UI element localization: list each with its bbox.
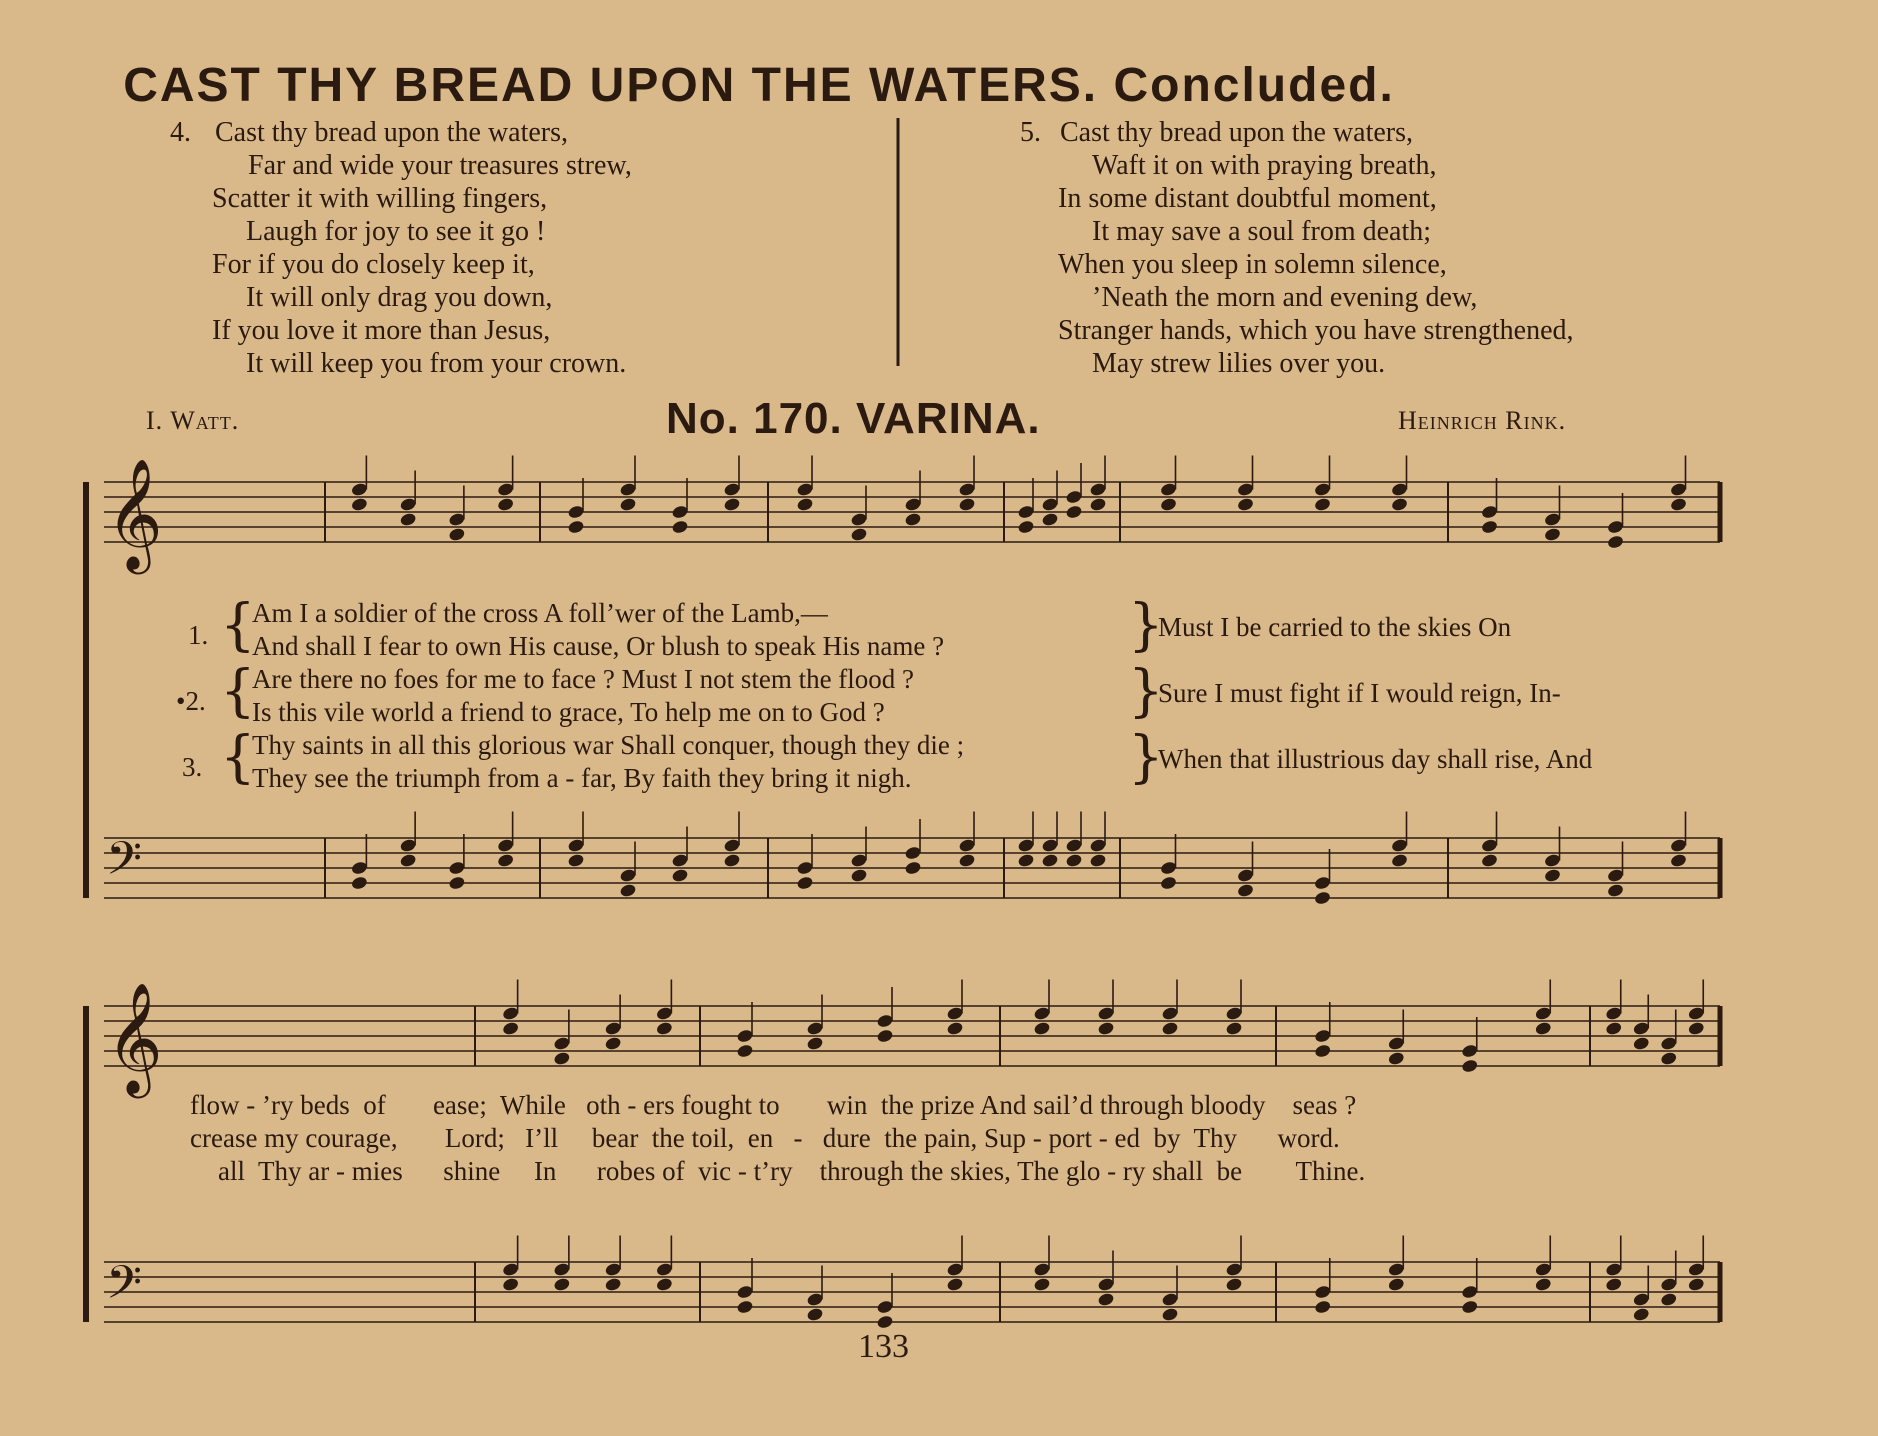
bass-clef-icon: 𝄢 xyxy=(106,832,143,897)
note xyxy=(1097,1021,1115,1036)
note xyxy=(1387,1051,1405,1066)
verse-line: If you love it more than Jesus, xyxy=(212,315,551,346)
note xyxy=(1481,853,1499,868)
note xyxy=(946,1277,964,1292)
note xyxy=(1387,1277,1405,1292)
note xyxy=(350,497,368,512)
refrain-line: When that illustrious day shall rise, And xyxy=(1158,744,1593,774)
note xyxy=(1632,1307,1650,1322)
note xyxy=(567,519,585,534)
verse-line: Far and wide your treasures strew, xyxy=(248,150,632,181)
brace-right: } xyxy=(1128,659,1164,724)
lyric-line: They see the triumph from a - far, By faith they bring it nigh. xyxy=(252,763,912,793)
note xyxy=(655,1021,673,1036)
verse-line: May strew lilies over you. xyxy=(1092,348,1386,379)
note xyxy=(1033,1277,1051,1292)
note xyxy=(1314,1043,1332,1058)
note xyxy=(806,1036,824,1051)
note xyxy=(1160,497,1178,512)
brace-right: } xyxy=(1128,593,1164,658)
author-credit: I. Watt. xyxy=(146,406,240,435)
note xyxy=(399,853,417,868)
lyric-line: crease my courage, Lord; I’ll bear the toil, en - dure the pain, Sup - port - ed by Thy word. xyxy=(190,1123,1340,1153)
lyric-line: Are there no foes for me to face ? Must I not stem the flood ? xyxy=(252,664,915,694)
note xyxy=(850,868,868,883)
note xyxy=(1237,883,1255,898)
note xyxy=(1089,853,1107,868)
note xyxy=(1607,883,1625,898)
note xyxy=(736,1043,754,1058)
verse-line: It may save a soul from death; xyxy=(1092,216,1432,247)
verse-line: It will only drag you down, xyxy=(246,282,553,313)
note xyxy=(1161,1021,1179,1036)
brace-left: { xyxy=(220,659,256,724)
note xyxy=(1017,519,1035,534)
note xyxy=(1534,1277,1552,1292)
note xyxy=(1461,1058,1479,1073)
stanza-number: •2. xyxy=(176,686,206,716)
note xyxy=(1670,853,1688,868)
note xyxy=(1670,497,1688,512)
treble-clef-icon: 𝄞 xyxy=(106,457,163,570)
refrain-line: Must I be carried to the skies On xyxy=(1158,612,1512,642)
note xyxy=(619,883,637,898)
note xyxy=(1632,1036,1650,1051)
verse-line: It will keep you from your crown. xyxy=(246,348,627,379)
note xyxy=(1065,853,1083,868)
verse-line: Cast thy bread upon the waters, xyxy=(1060,117,1414,148)
lyric-line: flow - ’ry beds of ease; While oth - ers fought to win the prize And sail’d through bloody seas ? xyxy=(190,1090,1357,1120)
note xyxy=(1605,1277,1623,1292)
note xyxy=(497,497,515,512)
note xyxy=(350,875,368,890)
note xyxy=(553,1051,571,1066)
note xyxy=(1391,853,1409,868)
note xyxy=(1607,534,1625,549)
note xyxy=(1065,504,1083,519)
note xyxy=(946,1021,964,1036)
note xyxy=(1687,1021,1705,1036)
verse-line: Cast thy bread upon the waters, xyxy=(215,117,569,148)
verse-line: Laugh for joy to see it go ! xyxy=(246,216,546,247)
verse-line: Scatter it with willing fingers, xyxy=(212,183,548,214)
verse-number: 4. xyxy=(170,117,191,148)
composer-credit: Heinrich Rink. xyxy=(1398,406,1567,435)
brace-right: } xyxy=(1128,725,1164,790)
note xyxy=(1660,1292,1678,1307)
note xyxy=(502,1021,520,1036)
verse-line: Stranger hands, which you have strengthened, xyxy=(1058,315,1574,346)
verse-line: ’Neath the morn and evening dew, xyxy=(1092,282,1478,313)
note xyxy=(796,497,814,512)
note xyxy=(1041,853,1059,868)
note xyxy=(1481,519,1499,534)
verse-line: Waft it on with praying breath, xyxy=(1092,150,1437,181)
note xyxy=(1097,1292,1115,1307)
page-number: 133 xyxy=(858,1328,909,1365)
note xyxy=(448,875,466,890)
note xyxy=(904,512,922,527)
stanza-number: 3. xyxy=(182,752,203,782)
note xyxy=(619,497,637,512)
verse-line: For if you do closely keep it, xyxy=(212,249,535,280)
note xyxy=(806,1307,824,1322)
note xyxy=(1660,1051,1678,1066)
note xyxy=(671,868,689,883)
stanza-number: 1. xyxy=(188,620,209,650)
note xyxy=(1391,497,1409,512)
note xyxy=(671,519,689,534)
page-title: CAST THY BREAD UPON THE WATERS. Concluded. xyxy=(123,59,1395,112)
lyric-line: Am I a soldier of the cross A foll’wer of the Lamb,— xyxy=(252,598,828,628)
note xyxy=(876,1028,894,1043)
note xyxy=(553,1277,571,1292)
note xyxy=(1314,497,1332,512)
note xyxy=(448,527,466,542)
note xyxy=(958,497,976,512)
note xyxy=(567,853,585,868)
note xyxy=(1017,853,1035,868)
verse-number: 5. xyxy=(1020,117,1041,148)
note xyxy=(1544,868,1562,883)
note xyxy=(723,497,741,512)
note xyxy=(850,527,868,542)
note xyxy=(604,1277,622,1292)
lyric-line: And shall I fear to own His cause, Or blush to speak His name ? xyxy=(252,631,945,661)
note xyxy=(497,853,515,868)
note xyxy=(604,1036,622,1051)
lyric-line: all Thy ar - mies shine In robes of vic - t’ry through the skies, The glo - ry shall be Thine. xyxy=(218,1156,1366,1186)
note xyxy=(655,1277,673,1292)
note xyxy=(1161,1307,1179,1322)
brace-left: { xyxy=(220,593,256,658)
note xyxy=(958,853,976,868)
note xyxy=(1225,1277,1243,1292)
note xyxy=(1160,875,1178,890)
note xyxy=(1605,1021,1623,1036)
note xyxy=(1237,497,1255,512)
note xyxy=(1225,1021,1243,1036)
note xyxy=(904,860,922,875)
lyric-line: Is this vile world a friend to grace, To help me on to God ? xyxy=(252,697,885,727)
note xyxy=(1461,1299,1479,1314)
note xyxy=(723,853,741,868)
note xyxy=(502,1277,520,1292)
bass-clef-icon: 𝄢 xyxy=(106,1256,143,1321)
lyric-line: Thy saints in all this glorious war Shall conquer, though they die ; xyxy=(252,730,965,760)
refrain-line: Sure I must fight if I would reign, In- xyxy=(1158,678,1561,708)
verse-line: When you sleep in solemn silence, xyxy=(1058,249,1447,280)
note xyxy=(1033,1021,1051,1036)
note xyxy=(1534,1021,1552,1036)
note xyxy=(1687,1277,1705,1292)
note xyxy=(796,875,814,890)
note xyxy=(1314,1299,1332,1314)
note xyxy=(1314,890,1332,905)
treble-clef-icon: 𝄞 xyxy=(106,981,163,1094)
verse-line: In some distant doubtful moment, xyxy=(1058,183,1437,214)
note xyxy=(736,1299,754,1314)
note xyxy=(1041,512,1059,527)
brace-left: { xyxy=(220,725,256,790)
hymn-heading: No. 170. VARINA. xyxy=(666,394,1041,443)
note xyxy=(1089,497,1107,512)
note xyxy=(399,512,417,527)
note xyxy=(1544,527,1562,542)
